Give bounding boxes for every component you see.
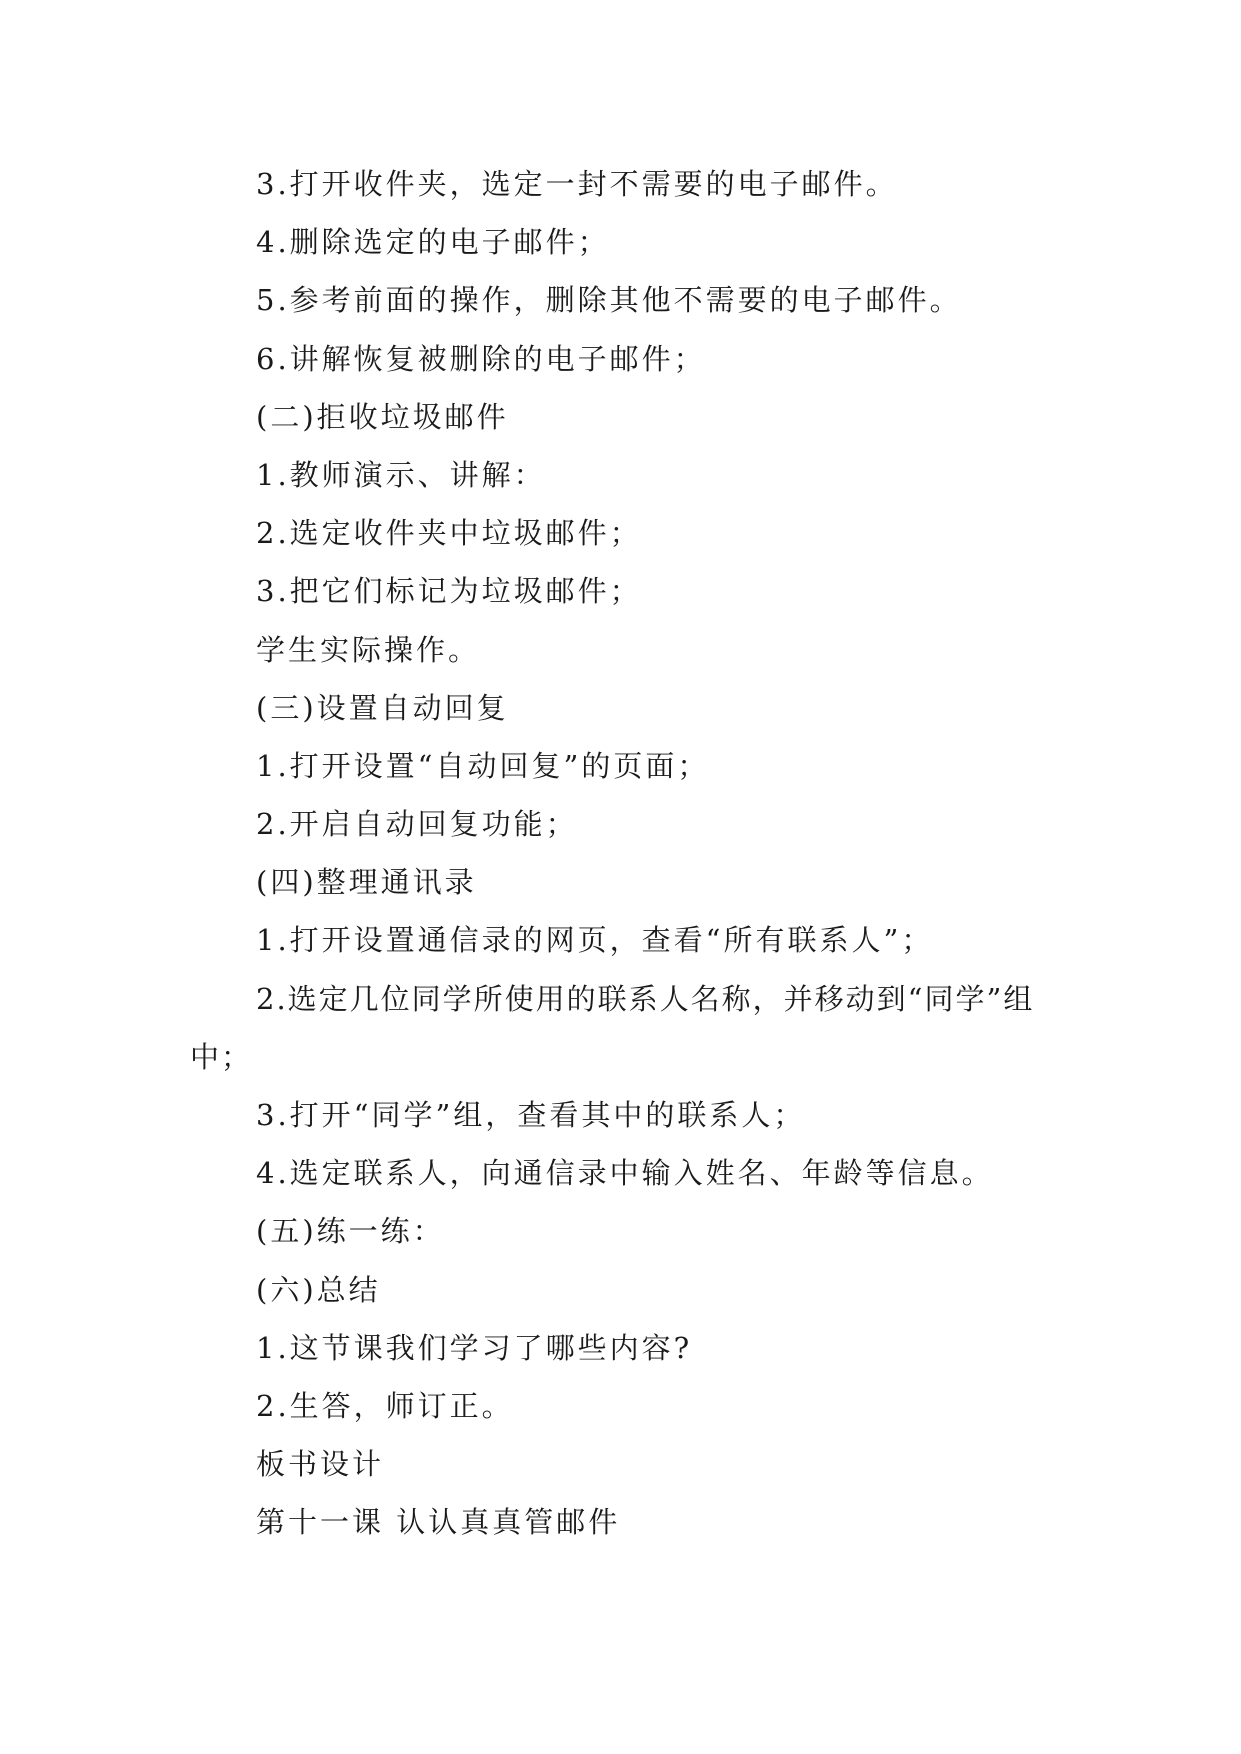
paragraph-line: 2.选定收件夹中垃圾邮件； (256, 516, 642, 551)
paragraph-line: 2.开启自动回复功能； (256, 807, 578, 842)
paragraph-line: 1.打开设置通信录的网页，查看“所有联系人”； (256, 923, 934, 958)
section-heading: (二)拒收垃圾邮件 (256, 399, 509, 434)
paragraph-line: 4.删除选定的电子邮件； (256, 225, 610, 260)
paragraph-line: 3.打开收件夹，选定一封不需要的电子邮件。 (256, 167, 898, 201)
document-body (190, 155, 1070, 1552)
lesson-title: 第十一课 认认真真管邮件 (256, 1505, 621, 1540)
section-heading: 板书设计 (256, 1447, 385, 1482)
paragraph-line: 6.讲解恢复被删除的电子邮件； (256, 341, 706, 376)
paragraph-line: 3.把它们标记为垃圾邮件； (256, 574, 642, 609)
section-heading: (四)整理通讯录 (256, 865, 477, 900)
paragraph-line: 2.生答，师订正。 (256, 1388, 514, 1423)
section-heading: (五)练一练： (256, 1214, 445, 1249)
paragraph-line: 学生实际操作。 (256, 632, 481, 667)
paragraph-line: 2.选定几位同学所使用的联系人名称，并移动到“同学”组中； (190, 981, 1035, 1074)
paragraph-line: 1.打开设置“自动回复”的页面； (256, 748, 710, 783)
paragraph-line: 1.教师演示、讲解： (256, 457, 546, 492)
section-heading: (六)总结 (256, 1272, 381, 1307)
paragraph-line: 4.选定联系人，向通信录中输入姓名、年龄等信息。 (256, 1156, 994, 1191)
paragraph-line: 5.参考前面的操作，删除其他不需要的电子邮件。 (256, 283, 962, 318)
paragraph-line: 3.打开“同学”组，查看其中的联系人； (256, 1098, 806, 1133)
paragraph-line: 1.这节课我们学习了哪些内容? (256, 1330, 693, 1365)
section-heading: (三)设置自动回复 (256, 690, 509, 725)
